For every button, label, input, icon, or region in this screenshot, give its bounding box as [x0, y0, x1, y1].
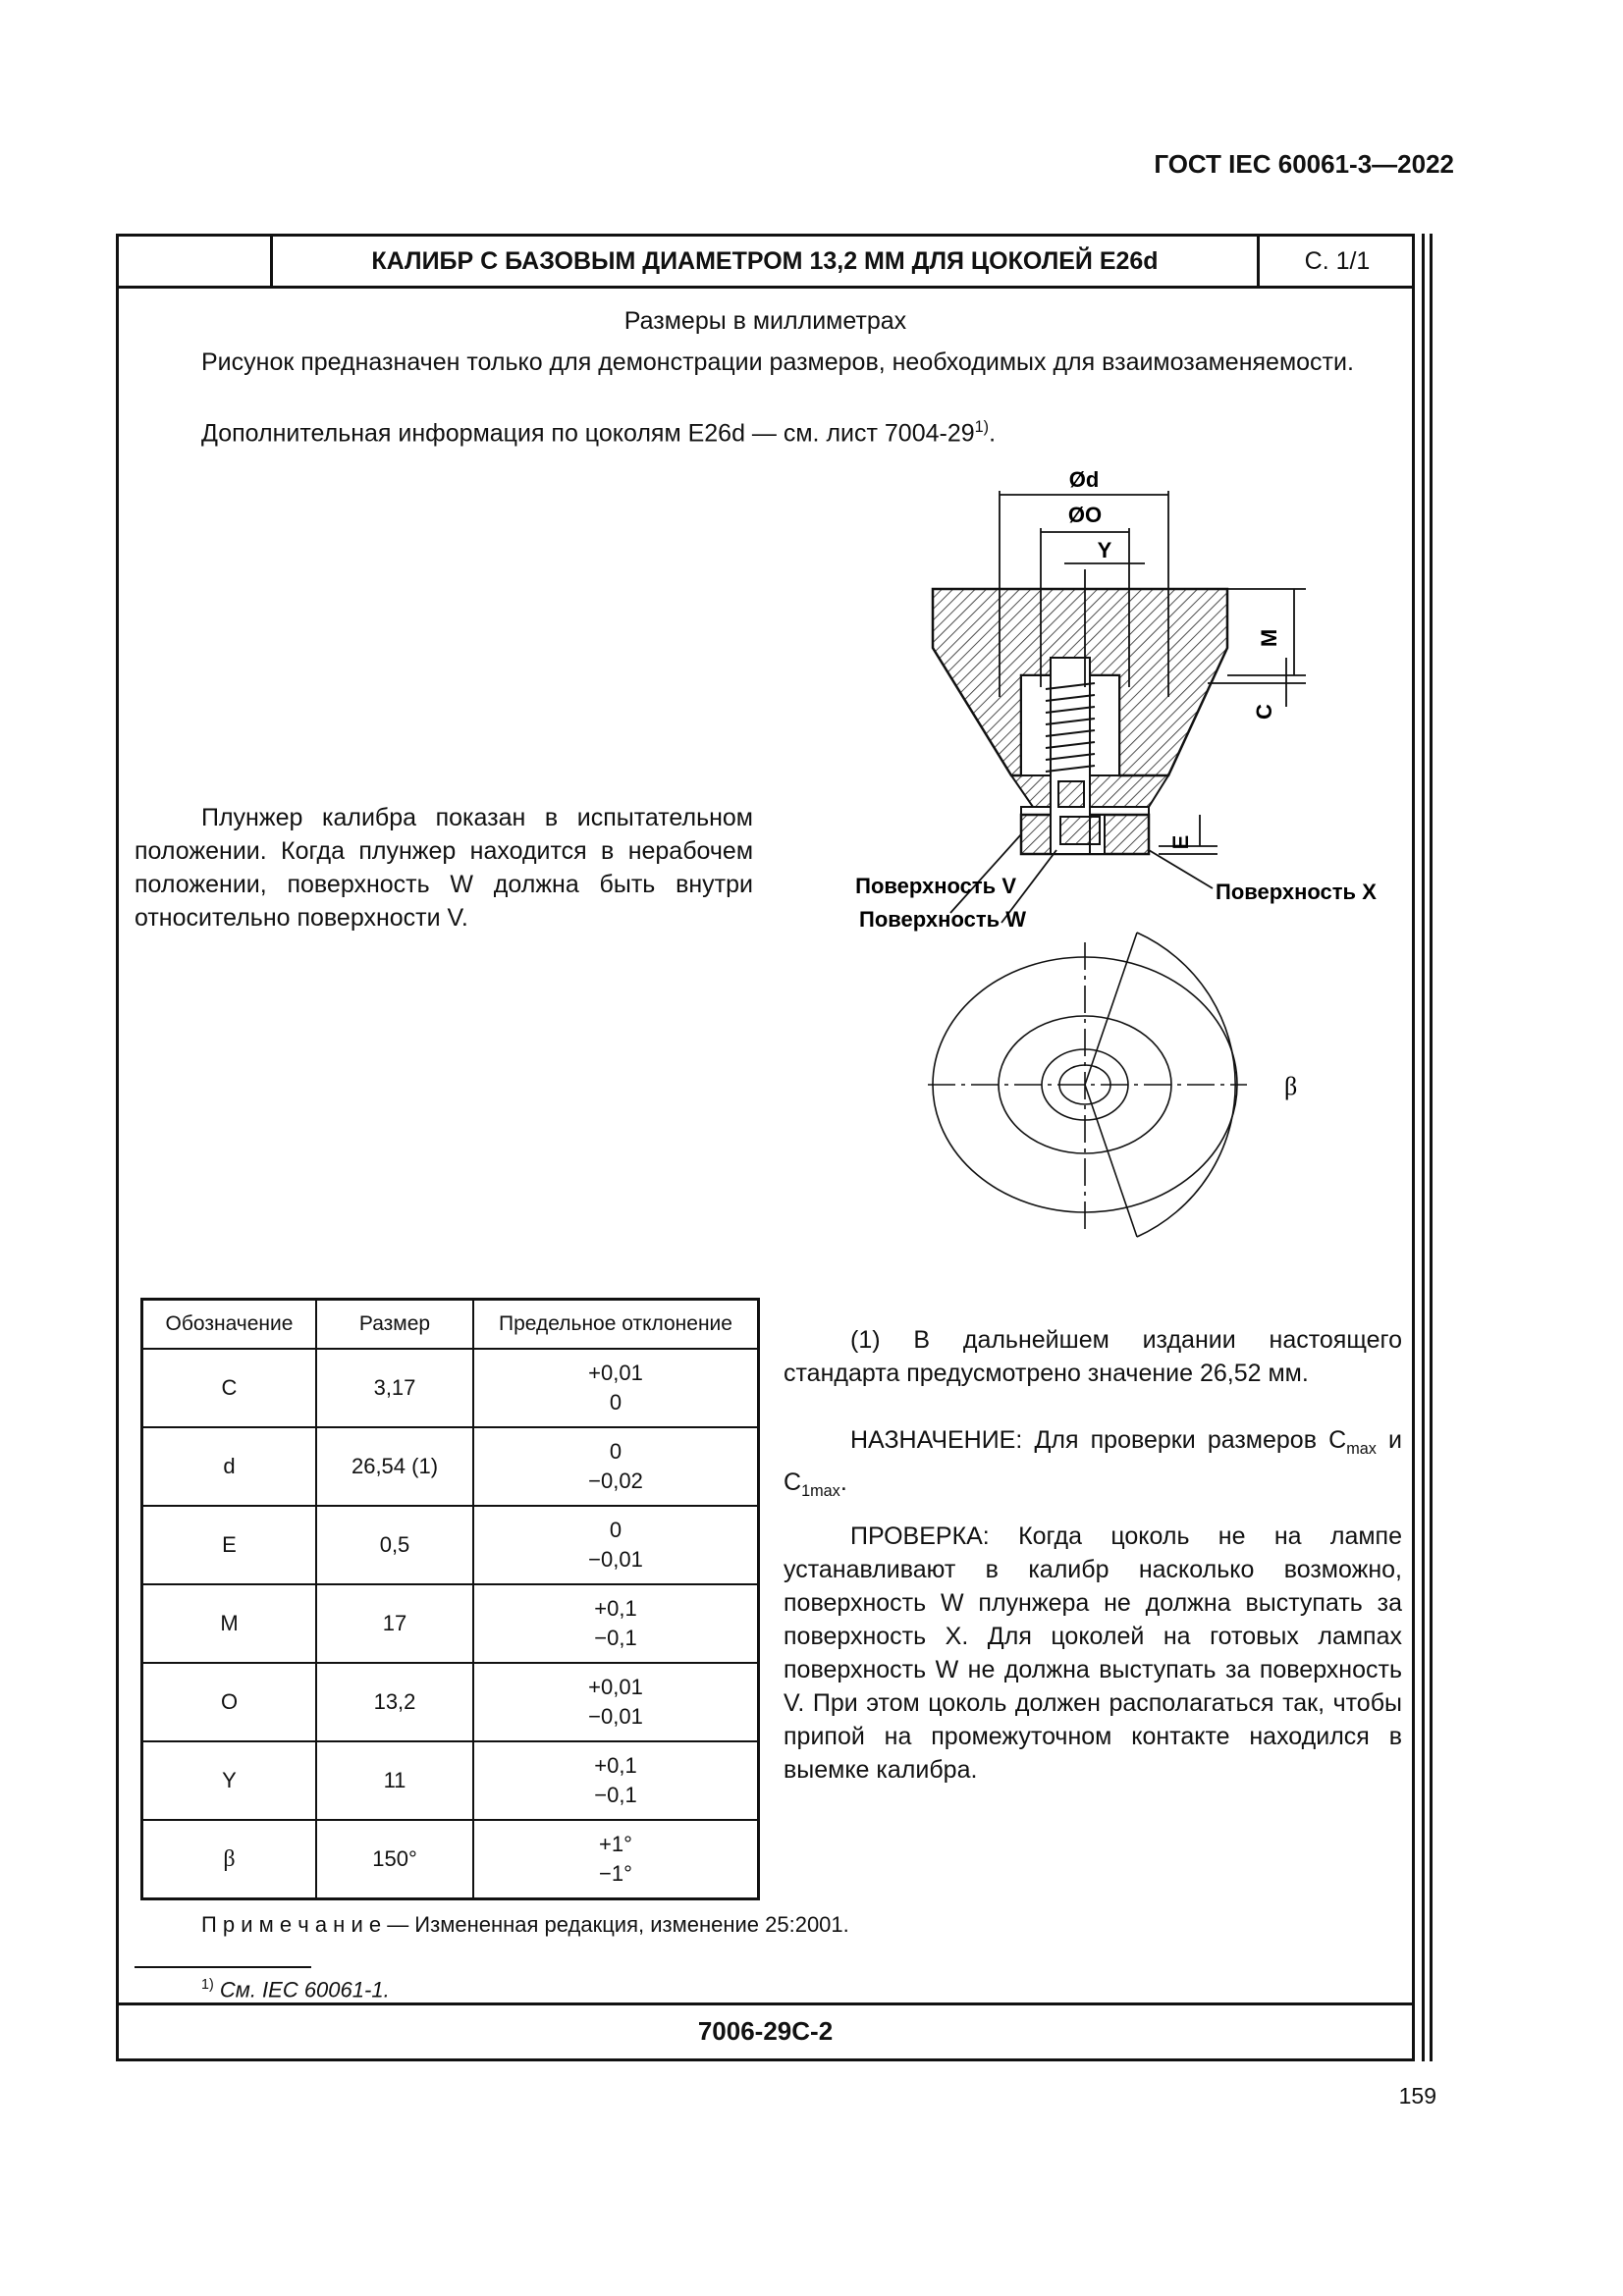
footnote: $^{1)}$ См. IEC 60061-1.: [201, 1977, 390, 2002]
intro-paragraph: Рисунок предназначен только для демонстрации размеров, необходимых для взаимозаменяемости.: [201, 348, 1354, 376]
units-caption: Размеры в миллиметрах: [623, 307, 907, 335]
dim-label-d: Ød: [1068, 467, 1100, 492]
sheet-page: С. 1/1: [1304, 246, 1371, 275]
gauge-plan-view: [928, 933, 1247, 1237]
note-check: ПРОВЕРКА: Когда цоколь не на лампе устанавливают в калибр насколько возможно, поверхность W плунжера не должна выступать за поверхность X. Для цоколей на готовых лампах поверхность W не должна выступать за поверхность V. При этом цоколь должен располагаться так, чтобы припой на промежуточном контакте находился в выемке калибра.: [784, 1522, 1402, 1784]
column-header: Предельное отклонение: [473, 1300, 759, 1350]
dim-label-m: M: [1257, 628, 1281, 648]
table-row: Y 11 +0,1 −0,1: [142, 1741, 759, 1820]
surface-x-label: Поверхность X: [1216, 880, 1377, 904]
table-row: β 150° +1° −1°: [142, 1820, 759, 1899]
sheet-title: КАЛИБР С БАЗОВЫМ ДИАМЕТРОМ 13,2 ММ ДЛЯ ЦОКОЛЕЙ E26d: [273, 234, 1260, 289]
column-header: Размер: [316, 1300, 473, 1350]
remark: П р и м е ч а н и е — Измененная редакция, изменение 25:2001.: [201, 1912, 849, 1937]
frame-double-line: [1430, 234, 1433, 2061]
standard-number: ГОСТ IEC 60061-3—2022: [1154, 149, 1454, 179]
dim-label-o: ØO: [1067, 503, 1103, 527]
column-header: Обозначение: [142, 1300, 317, 1350]
surface-w-label: Поверхность W: [859, 907, 1026, 932]
gauge-drawing: [825, 461, 1377, 1266]
header-divider: [116, 286, 1415, 289]
frame-double-line: [1422, 234, 1425, 2061]
footnote-separator: [135, 1966, 311, 1968]
page-number: 159: [1398, 2083, 1436, 2109]
table-row: O 13,2 +0,01 −0,01: [142, 1663, 759, 1741]
table-row: M 17 +0,1 −0,1: [142, 1584, 759, 1663]
surface-v-label: Поверхность V: [855, 874, 1016, 898]
header-empty-cell: [116, 234, 273, 289]
note-purpose: НАЗНАЧЕНИЕ: Для проверки размеров $C_{max}$ и $C_{1max}$.: [784, 1426, 1402, 1500]
sheet-code: 7006-29С-2: [697, 2016, 834, 2046]
dim-label-e: E: [1168, 834, 1193, 850]
intro-paragraph-2: Дополнительная информация по цоколям E26d — см. лист 7004-29$^{1)}$.: [201, 418, 997, 448]
dim-label-y: Y: [1097, 538, 1112, 562]
beta-label: β: [1284, 1072, 1298, 1100]
dim-label-c: C: [1252, 704, 1276, 720]
table-row: E 0,5 0 −0,01: [142, 1506, 759, 1584]
table-row: d 26,54 (1) 0 −0,02: [142, 1427, 759, 1506]
note-future-value: (1) В дальнейшем издании настоящего стандарта предусмотрено значение 26,52 мм.: [784, 1326, 1402, 1387]
dimensions-table: [140, 1298, 760, 1900]
footer-divider: [116, 2002, 1415, 2005]
plunger-paragraph: Плунжер калибра показан в испытательном положении. Когда плунжер находится в нерабочем положении, поверхность W должна быть внутри относительно поверхности V.: [135, 804, 753, 932]
table-row: C 3,17 +0,01 0: [142, 1349, 759, 1427]
sheet-header: [116, 234, 1415, 289]
